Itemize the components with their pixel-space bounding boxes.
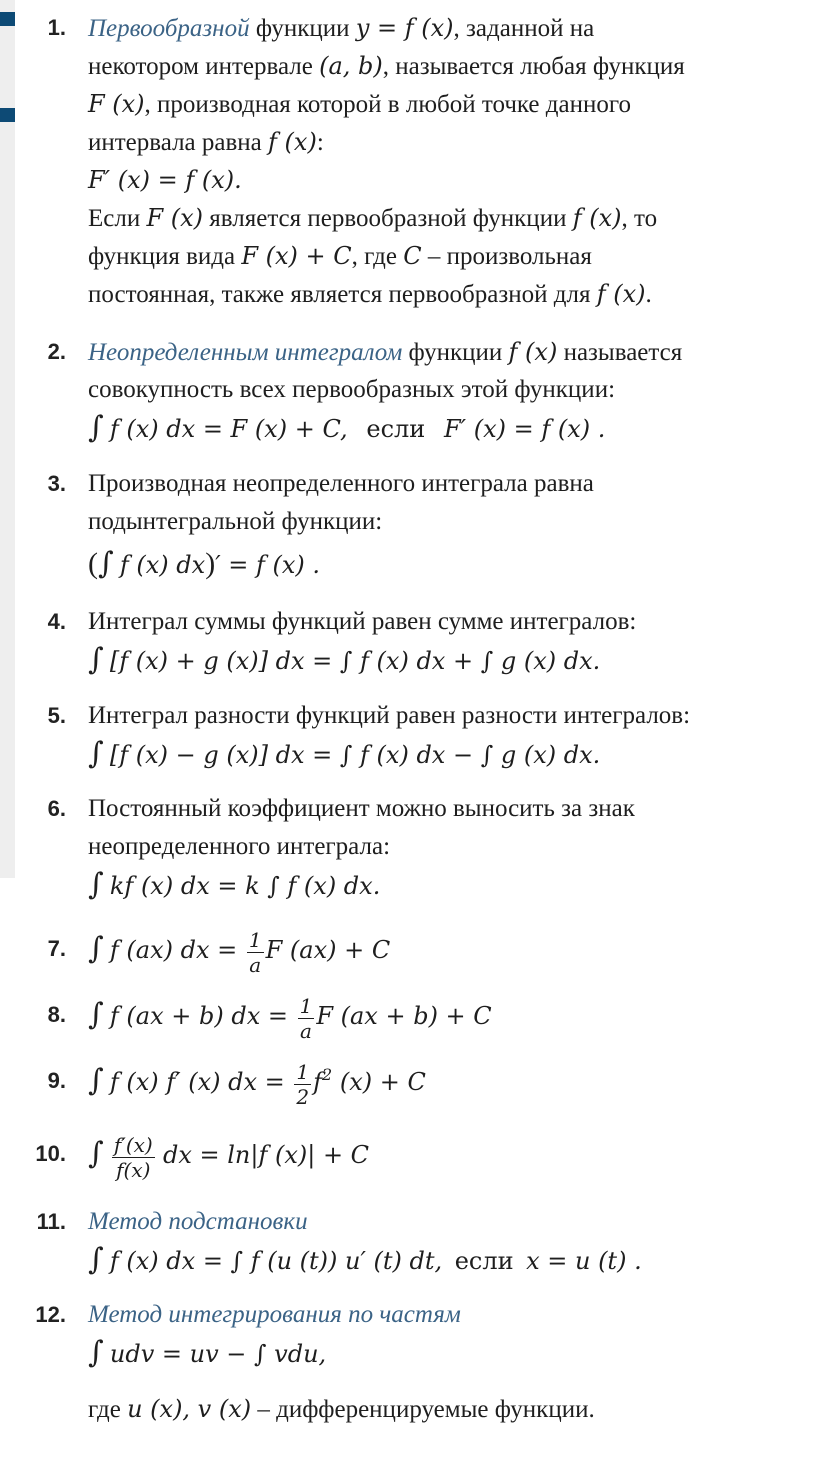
item-body: [88, 697, 836, 773]
formula: f (x) dx = F (x) + C,: [109, 415, 348, 443]
formula: f (x): [268, 128, 317, 156]
text: является первообразной функции: [203, 205, 573, 232]
integral-sign: ∫: [88, 867, 104, 902]
formula: f: [313, 1068, 323, 1096]
item-body: [88, 9, 836, 313]
item-number: 7.: [47, 936, 66, 961]
text: , то: [621, 205, 658, 232]
text: Постоянный коэффициент можно выносить за знак: [88, 795, 635, 822]
text: интервала равна: [88, 129, 269, 156]
text: , где: [351, 243, 404, 270]
denominator: f(x): [116, 1157, 151, 1182]
formula: u (x), v (x): [127, 1395, 252, 1423]
item-body: [88, 1296, 836, 1428]
formula: (a, b): [319, 52, 383, 80]
formula: f (ax) dx =: [109, 936, 245, 964]
item-number: 12.: [35, 1302, 66, 1327]
formula: f (x): [572, 204, 622, 232]
item-body: [88, 1203, 836, 1279]
formula: F (x): [146, 204, 204, 232]
fraction: [247, 928, 264, 977]
text: , производная которой в любой точке данного: [144, 91, 631, 118]
numerator: 1: [248, 927, 262, 952]
denominator: 2: [296, 1084, 310, 1109]
formula: F (x): [88, 90, 145, 118]
text: функции: [249, 15, 356, 42]
formula: F (ax + b) + C: [316, 1002, 492, 1030]
term-link[interactable]: Метод подстановки: [88, 1208, 308, 1235]
numerator: 1: [296, 1059, 310, 1084]
text: Производная неопределенного интеграла равна: [88, 470, 594, 497]
formula-word: если: [366, 415, 426, 443]
item-number: 1.: [47, 15, 66, 40]
text: Если: [88, 205, 147, 232]
numerator: f′(x): [113, 1132, 153, 1157]
integral-sign: ∫: [88, 997, 104, 1032]
formula: y = f (x): [355, 14, 454, 42]
integral-sign: ∫: [88, 1335, 104, 1370]
item-body: [88, 333, 836, 447]
fraction: [294, 1060, 311, 1109]
item-body: [88, 990, 836, 1043]
item-number: 6.: [47, 796, 66, 821]
text: совокупность всех первообразных этой функции:: [88, 376, 616, 403]
paren-close: ): [205, 547, 216, 580]
formula: [f (x) − g (x)] dx = ∫ f (x) dx − ∫ g (x) dx.: [109, 741, 601, 769]
formula: udv = uv − ∫ vdu,: [109, 1340, 327, 1368]
text: постоянная, также является первообразной для: [88, 281, 597, 308]
integral-sign: ∫: [88, 736, 104, 771]
item-body: [88, 1125, 836, 1185]
item-number: 8.: [47, 1002, 66, 1027]
formula: F (x) + C: [241, 242, 352, 270]
item-number: 11.: [36, 1209, 66, 1234]
text: , заданной на: [453, 15, 595, 42]
item-number: 10.: [35, 1141, 66, 1166]
formula-word: если: [454, 1247, 514, 1275]
text: подынтегральной функции:: [88, 508, 383, 535]
fraction: [298, 994, 315, 1043]
formula: f (ax + b) dx =: [109, 1002, 296, 1030]
formula: dx = ln|f (x)| + C: [162, 1141, 370, 1169]
term-link[interactable]: Метод интегрирования по частям: [88, 1301, 461, 1328]
formula: kf (x) dx = k ∫ f (x) dx.: [109, 872, 381, 900]
integral-sign: ∫: [88, 1136, 104, 1171]
integral-sign: ∫: [98, 546, 114, 581]
superscript: 2: [322, 1065, 333, 1084]
item-body: [88, 790, 836, 904]
text: называется: [557, 339, 683, 366]
text: :: [316, 129, 324, 156]
formula: F (ax) + C: [265, 936, 391, 964]
text: .: [645, 281, 652, 308]
integral-sign: ∫: [88, 642, 104, 677]
item-number: 4.: [47, 609, 66, 634]
formula: f (x) dx: [119, 551, 206, 579]
item-body: [88, 465, 836, 587]
text: – дифференцируемые функции.: [251, 1396, 595, 1423]
term-link[interactable]: Первообразной: [88, 15, 250, 42]
text: Интеграл суммы функций равен сумме интегралов:: [88, 608, 637, 635]
text: неопределенного интеграла:: [88, 833, 391, 860]
paren-open: (: [88, 547, 98, 580]
item-body: [88, 603, 836, 679]
formula: f (x) dx = ∫ f (u (t)) u′ (t) dt,: [109, 1247, 443, 1275]
formula: (x) + C: [332, 1068, 426, 1096]
item-number: 9.: [47, 1068, 66, 1093]
integral-sign: ∫: [88, 410, 104, 445]
formula: ′ = f (x) .: [215, 551, 321, 579]
integral-sign: ∫: [88, 931, 104, 966]
denominator: a: [300, 1018, 312, 1043]
item-number: 2.: [47, 339, 66, 364]
text: где: [88, 1396, 128, 1423]
formula: f (x) f′ (x) dx =: [109, 1068, 293, 1096]
item-body: [88, 1056, 836, 1110]
denominator: a: [249, 952, 262, 977]
formula: F′ (x) = f (x) .: [444, 415, 606, 443]
text: , называется любая функция: [382, 53, 685, 80]
text: некотором интервале: [88, 53, 320, 80]
numerator: 1: [299, 993, 313, 1018]
formula: x = u (t) .: [526, 1247, 642, 1275]
text: функции: [402, 339, 509, 366]
item-number: 5.: [47, 703, 66, 728]
term-link[interactable]: Неопределенным интегралом: [88, 339, 403, 366]
text: Интеграл разности функций равен разности интегралов:: [88, 702, 691, 729]
formula: F′ (x) = f (x).: [88, 166, 242, 194]
text: – произвольная: [421, 243, 592, 270]
formula: C: [403, 242, 422, 270]
formula: f (x): [508, 338, 558, 366]
item-body: [88, 924, 836, 977]
formula: f (x): [596, 280, 646, 308]
fraction: [112, 1133, 155, 1182]
text: функция вида: [88, 243, 242, 270]
integral-sign: ∫: [88, 1242, 104, 1277]
integral-sign: ∫: [88, 1063, 104, 1098]
item-number: 3.: [47, 471, 66, 496]
formula: [f (x) + g (x)] dx = ∫ f (x) dx + ∫ g (x) dx.: [109, 647, 601, 675]
